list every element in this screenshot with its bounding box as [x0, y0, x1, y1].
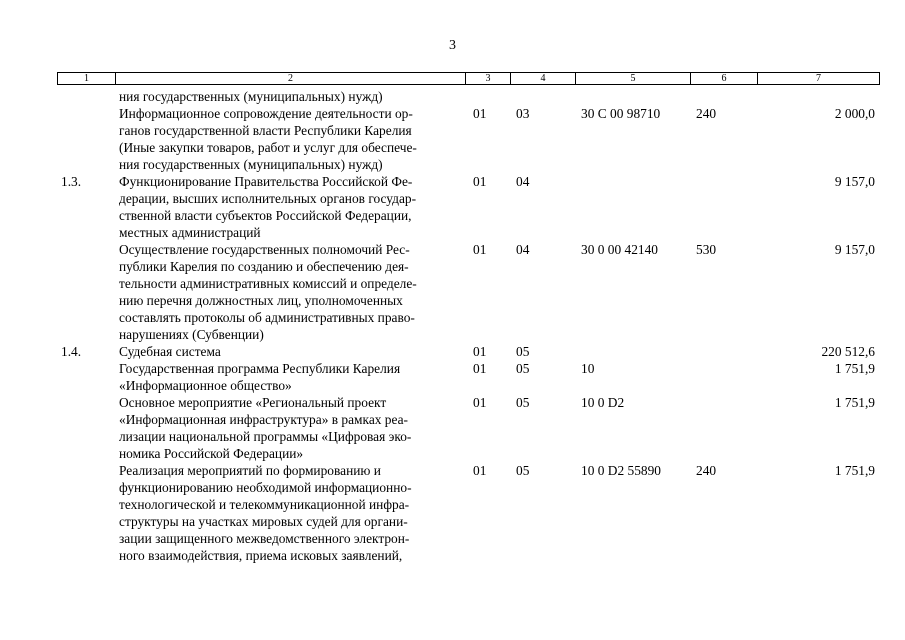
row-podrazdel: 04	[516, 174, 530, 189]
header-col-4: 4	[511, 73, 576, 85]
row-target-article: 10 0 D2	[581, 395, 625, 410]
table-row	[57, 173, 879, 241]
row-number: 1.4.	[61, 344, 82, 359]
row-razdel: 01	[473, 242, 487, 257]
row-razdel: 01	[473, 106, 487, 121]
row-sum: 9 157,0	[834, 174, 875, 189]
page-number: 3	[449, 38, 456, 53]
row-description: ния государственных (муниципальных) нужд)	[119, 89, 383, 104]
row-podrazdel: 04	[516, 242, 530, 257]
row-sum: 1 751,9	[834, 395, 875, 410]
header-col-2: 2	[116, 73, 466, 85]
table-row	[57, 462, 879, 564]
row-podrazdel: 05	[516, 344, 530, 359]
row-razdel: 01	[473, 174, 487, 189]
header-col-7: 7	[758, 73, 880, 85]
table-row	[57, 343, 879, 360]
row-description: Информационное сопровождение деятельности ор- ганов государственной власти Республики Карелия (Иные закупки товаров, работ и услуг для обеспече- ния государственных (муниципальных) нужд)	[119, 106, 417, 172]
row-expense-type: 240	[696, 106, 717, 121]
row-razdel: 01	[473, 463, 487, 478]
row-podrazdel: 05	[516, 463, 530, 478]
row-description: Осуществление государственных полномочий Рес- публики Карелия по созданию и обеспечению дея- тельности административных комиссий и определе- нию перечня должностных лиц, уполномоченных составлять протоколы об административных право- нарушениях (Субвенции)	[119, 242, 417, 342]
row-description: Судебная система	[119, 344, 221, 359]
row-podrazdel: 03	[516, 106, 530, 121]
row-sum: 2 000,0	[834, 106, 875, 121]
row-sum: 220 512,6	[821, 344, 875, 359]
row-razdel: 01	[473, 395, 487, 410]
row-sum: 1 751,9	[834, 361, 875, 376]
budget-table-body	[57, 88, 879, 564]
header-col-6: 6	[691, 73, 758, 85]
row-target-article: 30 0 00 42140	[581, 242, 658, 257]
row-expense-type: 240	[696, 463, 717, 478]
row-sum: 1 751,9	[834, 463, 875, 478]
row-podrazdel: 05	[516, 361, 530, 376]
row-description: Функционирование Правительства Российской Фе- дерации, высших исполнительных органов государ- ственной власти субъектов Российской Федерации, местных администраций	[119, 174, 417, 240]
row-target-article: 10 0 D2 55890	[581, 463, 661, 478]
table-row	[57, 88, 879, 105]
column-number-header	[57, 72, 880, 85]
row-target-article: 10	[581, 361, 595, 376]
header-col-1: 1	[58, 73, 116, 85]
row-description: Основное мероприятие «Региональный проект «Информационная инфраструктура» в рамках реа- лизации национальной программы «Цифровая эко- номика Российской Федерации»	[119, 395, 412, 461]
row-target-article: 30 С 00 98710	[581, 106, 661, 121]
row-podrazdel: 05	[516, 395, 530, 410]
row-razdel: 01	[473, 361, 487, 376]
table-row	[57, 105, 879, 173]
row-description: Реализация мероприятий по формированию и функционированию необходимой информационно- технологической и телекоммуникационной инфра- структуры на участках мировых судей для органи- зации защищенного межведомственного электрон- ного взаимодействия, приема исковых заявлений,	[119, 463, 412, 563]
header-col-5: 5	[576, 73, 691, 85]
row-expense-type: 530	[696, 242, 717, 257]
row-razdel: 01	[473, 344, 487, 359]
header-col-3: 3	[466, 73, 511, 85]
table-row	[57, 241, 879, 343]
row-sum: 9 157,0	[834, 242, 875, 257]
row-number: 1.3.	[61, 174, 82, 189]
row-description: Государственная программа Республики Карелия «Информационное общество»	[119, 361, 401, 393]
table-row	[57, 360, 879, 394]
table-row	[57, 394, 879, 462]
